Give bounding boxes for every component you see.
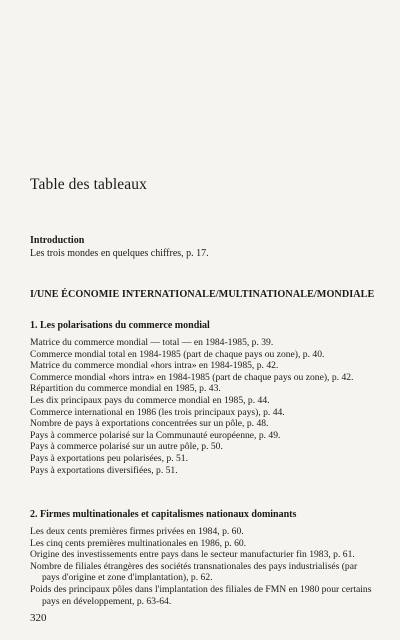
introduction-entry: Les trois mondes en quelques chiffres, p. 17. (30, 248, 209, 259)
list-item: Origine des investissements entre pays dans le secteur manufacturier fin 1983, p. 61. (30, 549, 355, 561)
list-item: Matrice du commerce mondial «hors intra» en 1984-1985, p. 42. (30, 360, 279, 372)
list-item: Pays à commerce polarisé sur la Communauté européenne, p. 49. (30, 429, 281, 441)
list-item: Répartition du commerce mondial en 1985, p. 43. (30, 383, 221, 395)
document-page (30, 0, 390, 640)
section-firmes-multinationales (30, 509, 375, 607)
section-polarisations (30, 320, 375, 476)
list-item: Pays à exportations diversifiées, p. 51. (30, 464, 178, 476)
list-item: Nombre de filiales étrangères des sociétés transnationales des pays industrialisés (par pays d'origine et zone d'implantation), p. 62. (30, 560, 358, 584)
list-item: Pays à commerce polarisé sur un autre pôle, p. 50. (30, 441, 223, 453)
list-item: Matrice du commerce mondial — total — en 1984-1985, p. 39. (30, 337, 274, 348)
introduction-heading: Introduction (30, 235, 85, 246)
table-list (30, 526, 375, 607)
page-title: Table des tableaux (30, 176, 147, 193)
part-heading: I/UNE ÉCONOMIE INTERNATIONALE/MULTINATIONALE/MONDIALE (30, 289, 375, 300)
list-item: Les dix principaux pays du commerce mondial en 1985, p. 44. (30, 394, 270, 406)
table-list (30, 337, 375, 476)
list-item: Nombre de pays à exportations concentrées sur un pôle, p. 48. (30, 418, 269, 430)
list-item: Les deux cents premières firmes privées en 1984, p. 60. (30, 526, 244, 537)
list-item: Commerce international en 1986 (les trois principaux pays), p. 44. (30, 406, 285, 418)
page-number: 320 (30, 612, 47, 624)
list-item: Les cinq cents premières multinationales en 1986, p. 60. (30, 537, 247, 549)
list-item: Poids des principaux pôles dans l'implantation des filiales de FMN en 1980 pour certains pays en développement, p. 63-64. (30, 583, 372, 607)
list-item: Pays à exportations peu polarisées, p. 51. (30, 452, 188, 464)
section-heading: 1. Les polarisations du commerce mondial (30, 320, 210, 331)
section-heading: 2. Firmes multinationales et capitalismes nationaux dominants (30, 509, 297, 520)
list-item: Commerce mondial total en 1984-1985 (part de chaque pays ou zone), p. 40. (30, 348, 325, 360)
list-item: Commerce mondial «hors intra» en 1984-1985 (part de chaque pays ou zone), p. 42. (30, 371, 354, 383)
